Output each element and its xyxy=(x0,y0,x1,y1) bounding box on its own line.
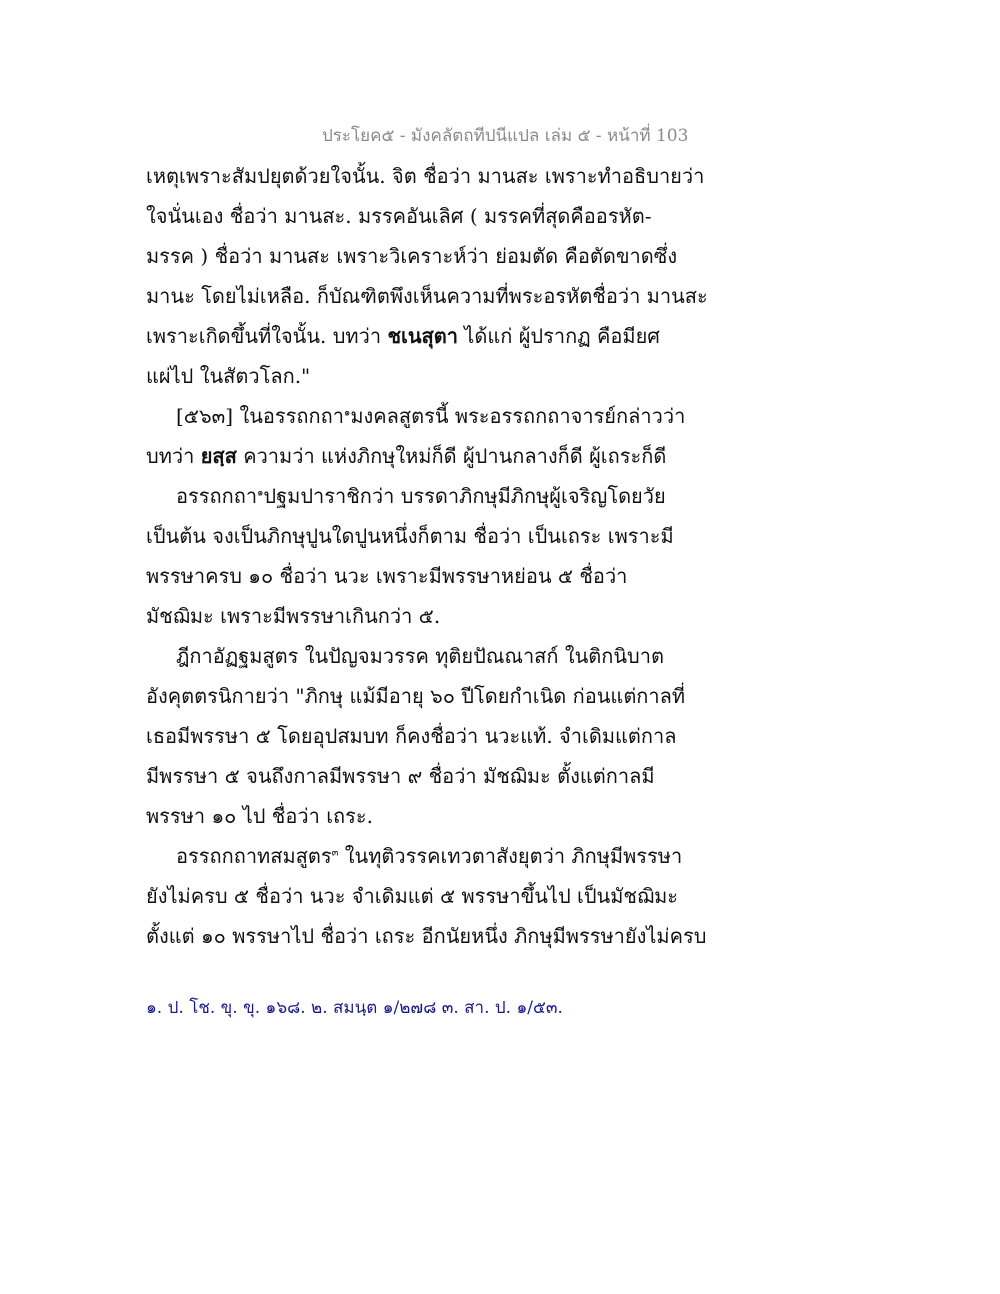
text-line xyxy=(146,196,726,236)
text-segment: [๕๖๓] ในอรรถกถา xyxy=(176,404,344,428)
text-segment: อังคุตตรนิกายว่า "ภิกษุ แม้มีอายุ ๖๐ ปีโดยกำเนิด ก่อนแต่กาลที่ xyxy=(146,684,686,708)
text-line xyxy=(146,356,726,396)
text-line xyxy=(146,436,726,476)
text-line xyxy=(146,396,726,436)
text-segment: มีพรรษา ๕ จนถึงกาลมีพรรษา ๙ ชื่อว่า มัชฌิมะ ตั้งแต่กาลมี xyxy=(146,764,655,788)
text-segment: ตั้งแต่ ๑๐ พรรษาไป ชื่อว่า เถระ อีกนัยหนึ่ง ภิกษุมีพรรษายังไม่ครบ xyxy=(146,924,707,948)
text-segment: ได้แก่ ผู้ปรากฏ คือมียศ xyxy=(457,324,660,348)
running-head: ประโยค๕ - มังคลัตถทีปนีแปล เล่ม ๕ - หน้าที่ 103 xyxy=(322,126,689,146)
text-segment: มรรค ) ชื่อว่า มานสะ เพราะวิเคราะห์ว่า ย่อมตัด คือตัดขาดซึ่ง xyxy=(146,244,678,268)
text-segment: ฎีกาอัฏฐมสูตร ในปัญจมวรรค ทุติยปัณณาสก์ ในติกนิบาต xyxy=(176,644,664,668)
footnote-marker: ๑ xyxy=(343,407,351,419)
text-line xyxy=(146,756,726,796)
text-segment: ปฐมปาราชิกว่า บรรดาภิกษุมีภิกษุผู้เจริญโดยวัย xyxy=(263,484,666,508)
footnote-marker: ๑ xyxy=(257,487,264,499)
text-line xyxy=(146,596,726,636)
text-line xyxy=(146,556,726,596)
text-line xyxy=(146,876,726,916)
text-segment: เธอมีพรรษา ๕ โดยอุปสมบท ก็คงชื่อว่า นวะแท้. จำเดิมแต่กาล xyxy=(146,724,677,748)
text-segment: ยังไม่ครบ ๕ ชื่อว่า นวะ จำเดิมแต่ ๕ พรรษาขึ้นไป เป็นมัชฌิมะ xyxy=(146,884,679,908)
text-line xyxy=(146,156,726,196)
text-segment: ความว่า แห่งภิกษุใหม่ก็ดี ผู้ปานกลางก็ดี ผู้เถระก็ดี xyxy=(236,444,667,468)
bold-term: ชเนสุตา xyxy=(387,324,458,348)
text-segment: อรรถกถาทสมสูตร xyxy=(176,844,332,868)
text-segment: เป็นต้น จงเป็นภิกษุปูนใดปูนหนึ่งก็ตาม ชื่อว่า เป็นเถระ เพราะมี xyxy=(146,524,674,548)
text-line xyxy=(146,716,726,756)
text-segment: พรรษา ๑๐ ไป ชื่อว่า เถระ. xyxy=(146,804,374,828)
text-segment: เหตุเพราะสัมปยุตด้วยใจนั้น. จิต ชื่อว่า มานสะ เพราะทำอธิบายว่า xyxy=(146,164,705,188)
text-line xyxy=(146,916,726,956)
footnote-marker: ๓ xyxy=(331,847,339,859)
text-line xyxy=(146,676,726,716)
text-line xyxy=(146,476,726,516)
text-line xyxy=(146,276,726,316)
text-segment: ใจนั่นเอง ชื่อว่า มานสะ. มรรคอันเลิศ ( มรรคที่สุดคืออรหัต- xyxy=(146,204,652,228)
text-segment: ในทุติวรรคเทวตาสังยุตว่า ภิกษุมีพรรษา xyxy=(338,844,683,868)
text-line xyxy=(146,796,726,836)
text-line xyxy=(146,836,726,876)
body-text xyxy=(146,156,726,956)
text-segment: มงคลสูตรนี้ พระอรรถกถาจารย์กล่าวว่า xyxy=(350,404,686,428)
text-line xyxy=(146,236,726,276)
bold-term: ยสฺส xyxy=(200,444,237,468)
text-segment: อรรถกถา xyxy=(176,484,258,508)
text-segment: แผ่ไป ในสัตวโลก." xyxy=(146,364,311,388)
text-segment: มานะ โดยไม่เหลือ. ก็บัณฑิตพึงเห็นความที่พระอรหัตชื่อว่า มานสะ xyxy=(146,284,708,308)
text-segment: เพราะเกิดขึ้นที่ใจนั้น. บทว่า xyxy=(146,324,388,348)
text-segment: พรรษาครบ ๑๐ ชื่อว่า นวะ เพราะมีพรรษาหย่อน ๕ ชื่อว่า xyxy=(146,564,628,588)
footnote: ๑. ป. โช. ขุ. ขุ. ๑๖๘. ๒. สมนฺต ๑/๒๗๘ ๓. สา. ป. ๑/๕๓. xyxy=(146,998,563,1018)
text-segment: บทว่า xyxy=(146,444,201,468)
text-line xyxy=(146,516,726,556)
text-line xyxy=(146,636,726,676)
text-segment: มัชฌิมะ เพราะมีพรรษาเกินกว่า ๕. xyxy=(146,604,441,628)
text-line xyxy=(146,316,726,356)
